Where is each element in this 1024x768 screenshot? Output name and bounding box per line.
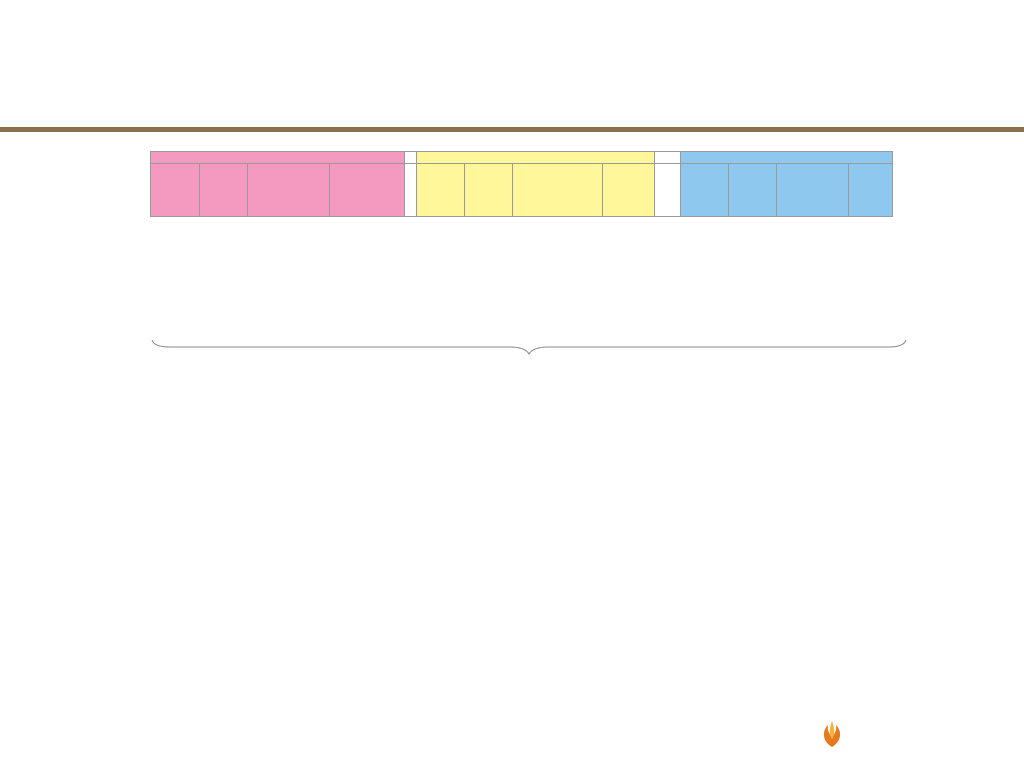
novartis-logo bbox=[818, 715, 958, 755]
pd-dataset-title bbox=[681, 152, 893, 164]
top-title-row bbox=[151, 152, 893, 164]
merge-brace bbox=[150, 338, 908, 356]
dar-dataset-title bbox=[151, 152, 405, 164]
slide-footer bbox=[68, 724, 76, 738]
pk-header bbox=[513, 164, 603, 217]
pd-header bbox=[777, 164, 849, 217]
dar-header bbox=[248, 164, 330, 217]
pd-header bbox=[681, 164, 729, 217]
title-divider bbox=[0, 127, 1024, 132]
pk-dataset-title bbox=[417, 152, 655, 164]
source-datasets-table bbox=[150, 151, 893, 217]
pk-header bbox=[603, 164, 655, 217]
flame-icon bbox=[820, 717, 844, 749]
dar-header bbox=[151, 164, 200, 217]
top-header-row bbox=[151, 164, 893, 217]
dar-header bbox=[200, 164, 248, 217]
pk-header bbox=[465, 164, 513, 217]
pd-header bbox=[729, 164, 777, 217]
pd-header bbox=[849, 164, 893, 217]
pk-header bbox=[417, 164, 465, 217]
dar-header bbox=[330, 164, 405, 217]
